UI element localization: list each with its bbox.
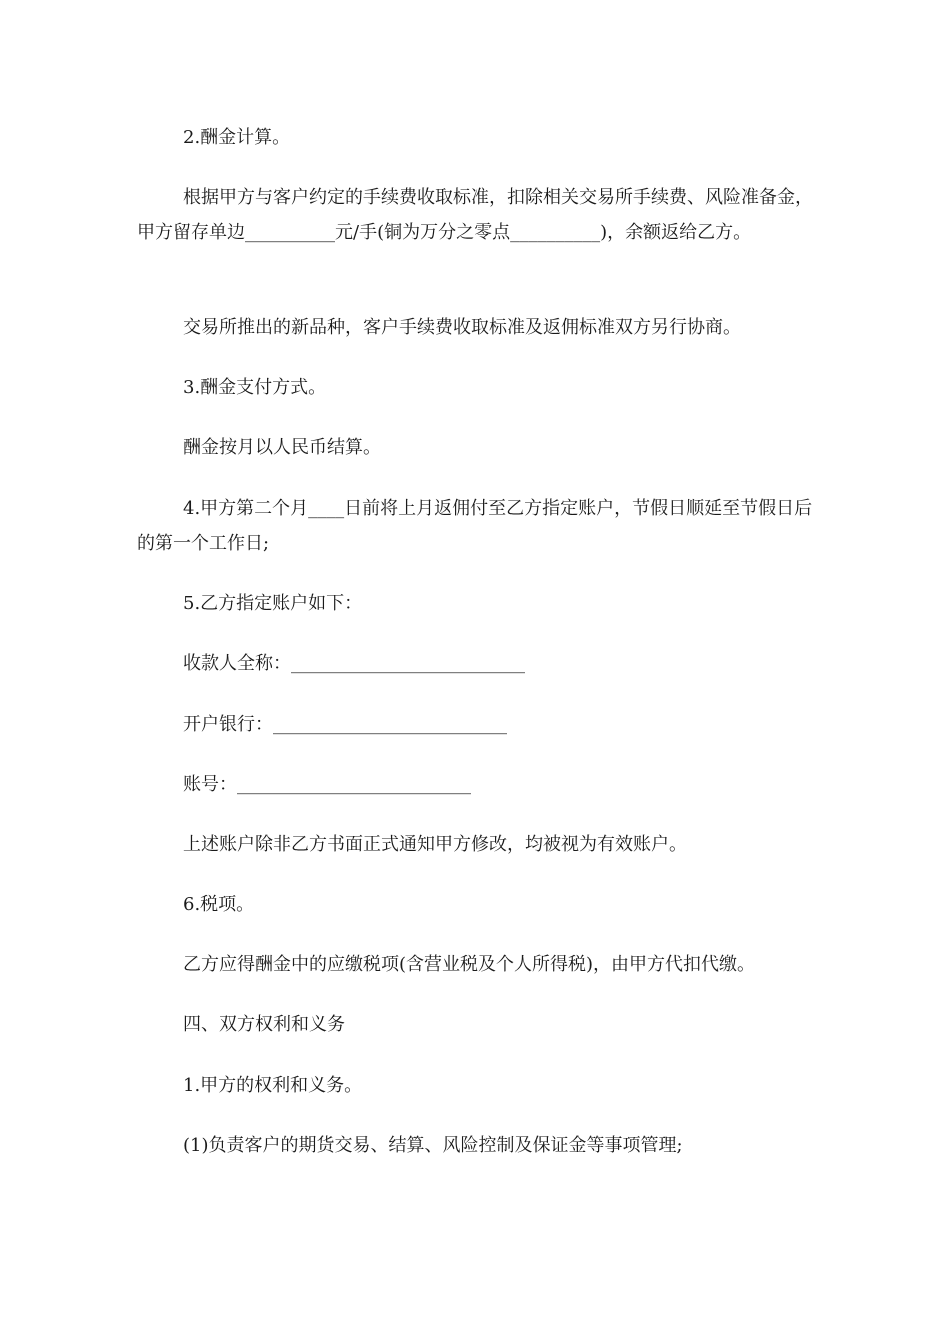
paragraph-commission-standard: 根据甲方与客户约定的手续费收取标准，扣除相关交易所手续费、风险准备金，甲方留存单边__________元/手(铜为万分之零点__________)，余额返给乙方。 [137,187,813,243]
paragraph-monthly-settlement: 酬金按月以人民币结算。 [183,437,381,458]
section-heading-payment-method: 3.酬金支付方式。 [183,377,327,398]
section-heading-party-a-rights: 1.甲方的权利和义务。 [183,1075,363,1096]
paragraph-new-products: 交易所推出的新品种，客户手续费收取标准及返佣标准双方另行协商。 [183,317,741,338]
field-bank-name: 开户银行：__________________________ [183,714,507,735]
section-heading-designated-account: 5.乙方指定账户如下： [183,593,363,614]
list-item-party-a-duty-1: (1)负责客户的期货交易、结算、风险控制及保证金等事项管理; [183,1135,683,1156]
section-heading-taxes: 6.税项。 [183,894,255,915]
section-heading-commission-calculation: 2.酬金计算。 [183,127,291,148]
field-account-number: 账号：__________________________ [183,774,471,795]
paragraph-tax-withholding: 乙方应得酬金中的应缴税项(含营业税及个人所得税)，由甲方代扣代缴。 [183,954,756,975]
field-payee-name: 收款人全称：__________________________ [183,653,525,674]
chapter-heading-rights-obligations: 四、双方权利和义务 [183,1014,345,1035]
paragraph-account-validity: 上述账户除非乙方书面正式通知甲方修改，均被视为有效账户。 [183,834,687,855]
paragraph-payment-date: 4.甲方第二个月____日前将上月返佣付至乙方指定账户，节假日顺延至节假日后的第一个工作日; [137,498,813,554]
